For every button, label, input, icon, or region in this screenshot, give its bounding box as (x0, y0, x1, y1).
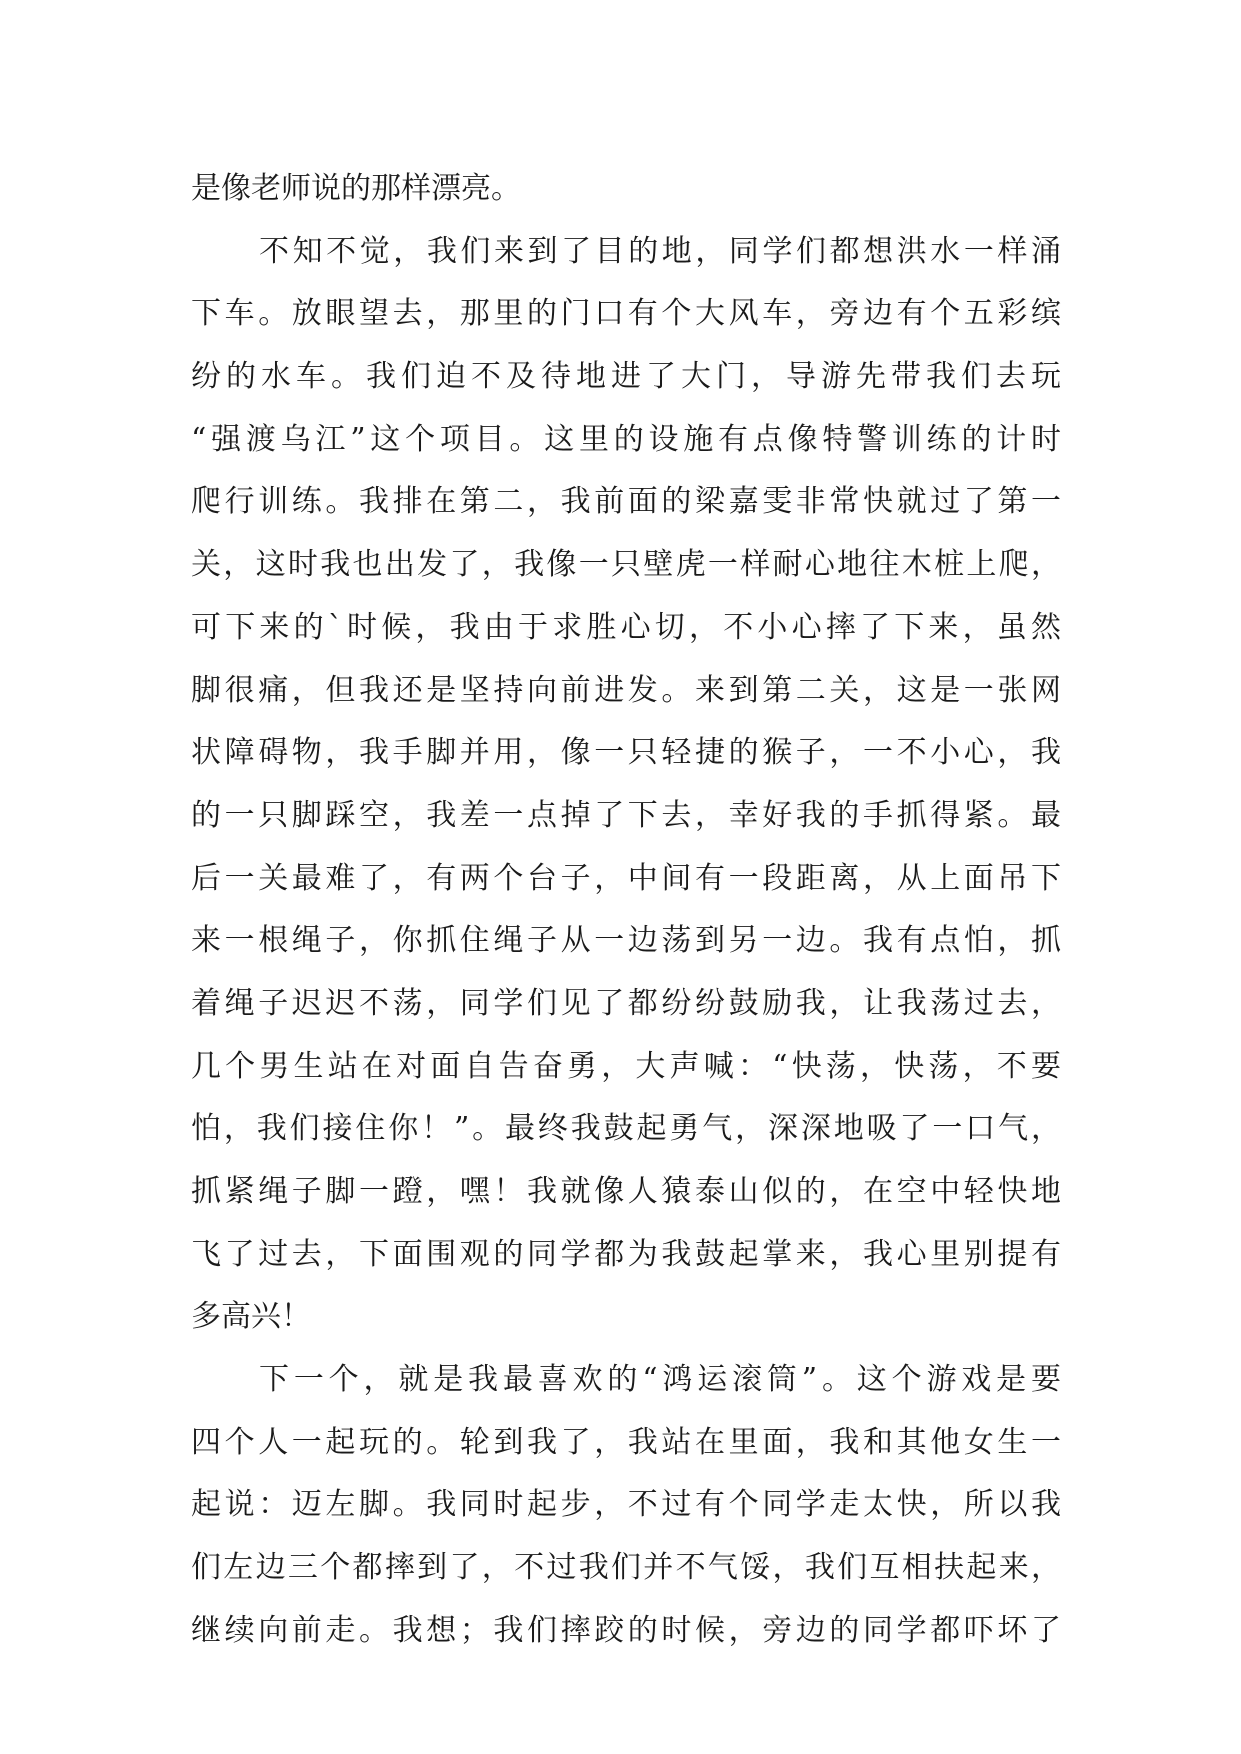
text-line: 是像老师说的那样漂亮。 (191, 171, 521, 206)
text-line: 纷的水车。我们迫不及待地进了大门，导游先带我们去玩 (191, 359, 1061, 395)
text-line: 脚很痛，但我还是坚持向前进发。来到第二关，这是一张网 (191, 672, 1061, 708)
text-line: 飞了过去，下面围观的同学都为我鼓起掌来，我心里别提有 (191, 1236, 1061, 1272)
text-line: 状障碍物，我手脚并用，像一只轻捷的猴子，一不小心，我 (191, 735, 1061, 771)
text-line: 后一关最难了，有两个台子，中间有一段距离，从上面吊下 (191, 860, 1061, 896)
text-line: 几个男生站在对面自告奋勇，大声喊：“快荡，快荡，不要 (191, 1048, 1061, 1084)
text-line: 怕，我们接住你！”。最终我鼓起勇气，深深地吸了一口气， (191, 1111, 1061, 1147)
text-line: 多高兴！ (191, 1299, 311, 1335)
text-line: 们左边三个都摔到了，不过我们并不气馁，我们互相扶起来， (191, 1550, 1061, 1586)
text-line: 的一只脚踩空，我差一点掉了下去，幸好我的手抓得紧。最 (191, 797, 1061, 833)
text-line: 继续向前走。我想；我们摔跤的时候，旁边的同学都吓坏了 (191, 1612, 1061, 1648)
text-line: 抓紧绳子脚一蹬，嘿！我就像人猿泰山似的，在空中轻快地 (191, 1174, 1061, 1209)
text-line: 起说：迈左脚。我同时起步，不过有个同学走太快，所以我 (191, 1487, 1061, 1523)
text-line: “强渡乌江”这个项目。这里的设施有点像特警训练的计时 (191, 421, 1061, 457)
text-line: 来一根绳子，你抓住绳子从一边荡到另一边。我有点怕，抓 (191, 923, 1061, 959)
text-line: 关，这时我也出发了，我像一只壁虎一样耐心地往木桩上爬， (191, 547, 1061, 583)
text-line: 不知不觉，我们来到了目的地，同学们都想洪水一样涌 (259, 233, 1061, 269)
text-line: 爬行训练。我排在第二，我前面的梁嘉雯非常快就过了第一 (191, 484, 1061, 520)
text-line: 下一个，就是我最喜欢的“鸿运滚筒”。这个游戏是要 (259, 1362, 1061, 1398)
text-line: 下车。放眼望去，那里的门口有个大风车，旁边有个五彩缤 (191, 296, 1061, 332)
text-line: 四个人一起玩的。轮到我了，我站在里面，我和其他女生一 (191, 1424, 1061, 1460)
text-line: 着绳子迟迟不荡，同学们见了都纷纷鼓励我，让我荡过去， (191, 985, 1061, 1021)
text-line: 可下来的`时候，我由于求胜心切，不小心摔了下来，虽然 (191, 609, 1061, 645)
document-body (191, 158, 1061, 1663)
